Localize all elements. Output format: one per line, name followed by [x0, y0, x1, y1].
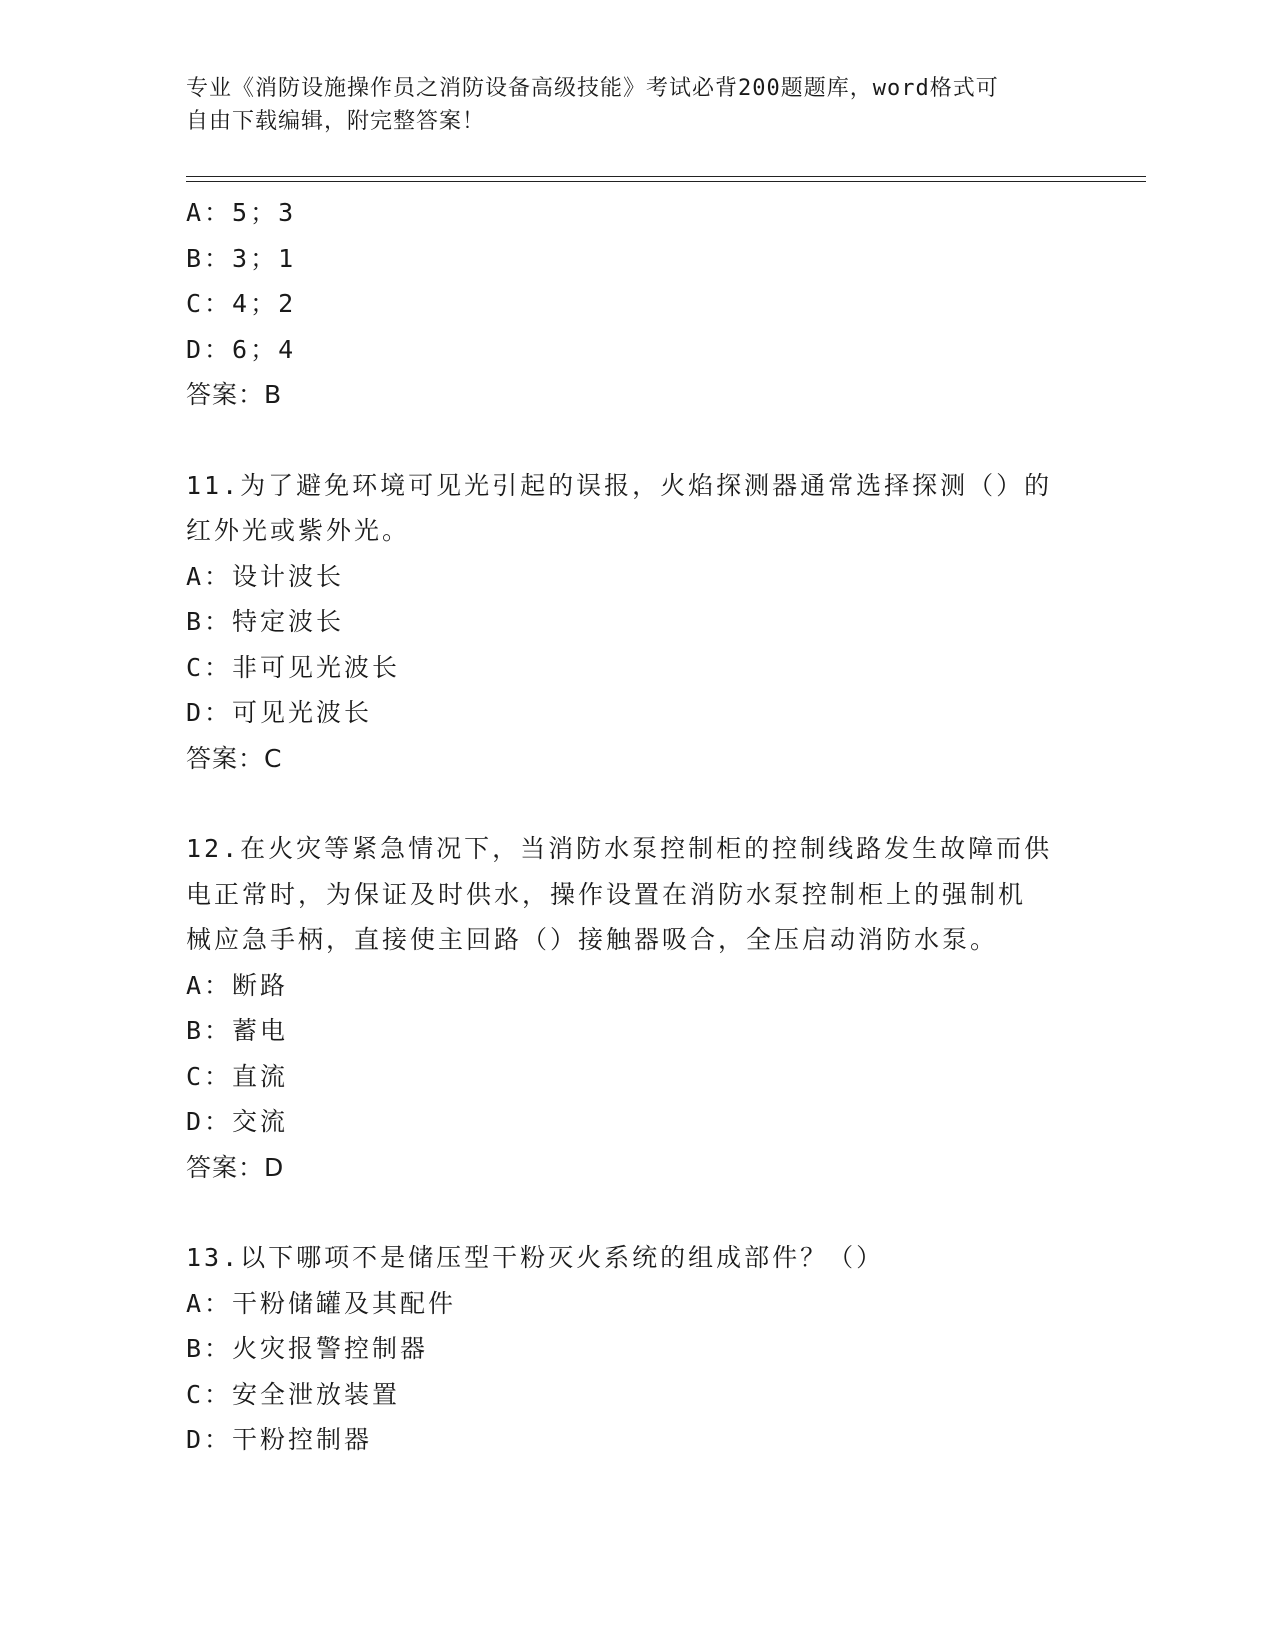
question-stem-line: 械应急手柄，直接使主回路（）接触器吸合，全压启动消防水泵。 — [186, 925, 999, 954]
question-12 — [186, 826, 1086, 1190]
option-c: C：直流 — [186, 1061, 289, 1091]
option-b: B：蓄电 — [186, 1016, 289, 1045]
header-line-2: 自由下载编辑，附完整答案！ — [186, 109, 486, 134]
spacer — [186, 1190, 1086, 1235]
question-stem-line: 红外光或紫外光。 — [186, 516, 411, 545]
question-stem-line: 电正常时，为保证及时供水，操作设置在消防水泵控制柜上的强制机 — [186, 879, 1027, 909]
option-c: C：安全泄放装置 — [186, 1379, 401, 1409]
question-stem-line: 12.在火灾等紧急情况下，当消防水泵控制柜的控制线路发生故障而供 — [186, 834, 1053, 863]
document-header — [186, 72, 1066, 138]
option-d: D：交流 — [186, 1107, 289, 1136]
header-line-1: 专业《消防设施操作员之消防设备高级技能》考试必背200题题库，word格式可 — [186, 76, 999, 101]
option-b: B：火灾报警控制器 — [186, 1334, 429, 1363]
header-divider-bottom — [186, 181, 1146, 182]
option-d: D：6；4 — [186, 334, 297, 364]
answer: 答案：B — [186, 380, 283, 409]
question-11 — [186, 463, 1086, 782]
answer: 答案：C — [186, 743, 283, 773]
option-a: A：断路 — [186, 970, 289, 1000]
question-list — [186, 190, 1086, 1463]
spacer — [186, 418, 1086, 463]
option-a: A：设计波长 — [186, 561, 345, 591]
question-13 — [186, 1235, 1086, 1463]
option-b: B：特定波长 — [186, 607, 345, 636]
option-a: A：5；3 — [186, 198, 297, 227]
option-c: C：4；2 — [186, 289, 297, 318]
option-c: C：非可见光波长 — [186, 652, 401, 682]
option-d: D：可见光波长 — [186, 698, 373, 727]
option-a: A：干粉储罐及其配件 — [186, 1288, 457, 1318]
question-stem-line: 13.以下哪项不是储压型干粉灭火系统的组成部件？（） — [186, 1243, 885, 1272]
header-divider-top — [186, 176, 1146, 177]
question-10 — [186, 190, 1086, 418]
answer: 答案：D — [186, 1152, 285, 1182]
spacer — [186, 781, 1086, 826]
option-d: D：干粉控制器 — [186, 1425, 373, 1454]
option-b: B：3；1 — [186, 243, 297, 273]
question-stem-line: 11.为了避免环境可见光引起的误报，火焰探测器通常选择探测（）的 — [186, 470, 1053, 500]
